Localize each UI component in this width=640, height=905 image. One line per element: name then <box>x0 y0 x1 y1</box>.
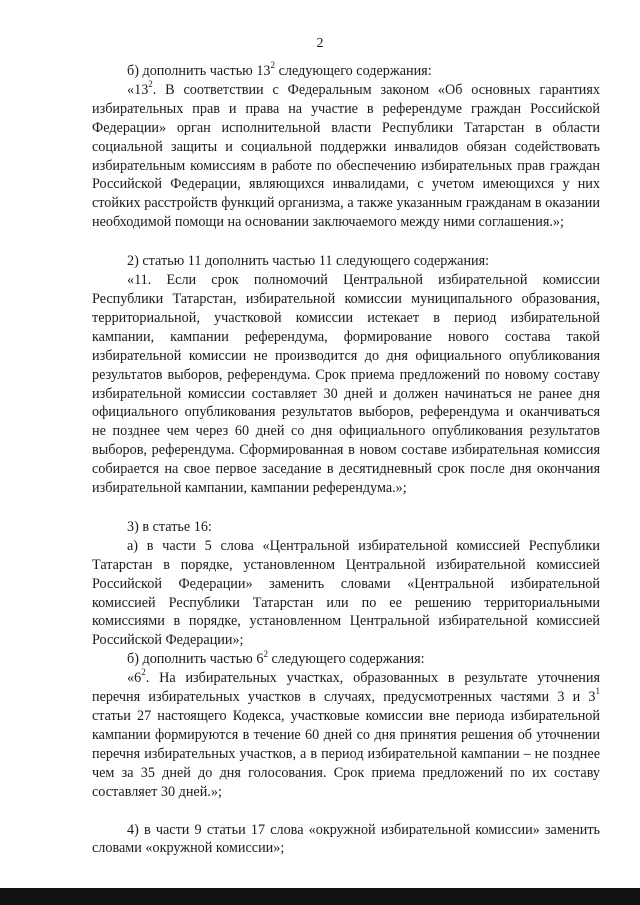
section-2-intro: 2) статью 11 дополнить частью 11 следующего содержания: <box>127 253 490 270</box>
paragraph-gap <box>92 802 600 821</box>
document-body <box>92 62 600 858</box>
section-3-item-b-intro: б) дополнить частью $6^2$ следующего содержания: <box>127 648 425 668</box>
section-4-text: 4) в части 9 статьи 17 слова «окружной избирательной комиссии» заменить словами «окружной комиссии»; <box>92 821 600 857</box>
page-number: 2 <box>316 36 324 51</box>
section-3-item-b-quote: «$6^2$. На избирательных участках, образованных в результате уточнения перечня избирательных участков в случаях, предусмотренных частями 3 и $3^1$ статьи 27 настоящего Кодекса, участковые комиссии вне периода избирательной кампании формируются в течение 60 дней со дня принятия решения об уточнении перечня избирательных участков, а в период избирательной кампании – не позднее чем за 35 дней до дня голосования. Срок приема предложений по их составу составляет 30 дней.»; <box>92 667 600 800</box>
section-3-item-a: а) в части 5 слова «Центральной избирательной комиссией Республики Татарстан в порядке, установленном Центральной избирательной комиссией Российской Федерации» заменить словами «Центральной избирательной комиссией Республики Татарстан или по ее решению территориальными комиссиями в порядке, установленном Центральной избирательной комиссией Российской Федерации»; <box>92 537 600 649</box>
section-b-13-quote: «$13^2$. В соответствии с Федеральным законом «Об основных гарантиях избирательных прав и права на участие в референдуме граждан Российской Федерации» орган исполнительной власти Республики Татарстан в области социальной защиты и социальной поддержки инвалидов обязан содействовать избирательным комиссиям в работе по обеспечению избирательных прав граждан Российской Федерации, являющихся инвалидами, с учетом имеющихся у них стойких расстройств функций организма, а также указанным гражданам в оказании необходимой помощи на основании заключаемого между ними соглашения.»; <box>92 79 600 231</box>
paragraph-gap <box>92 232 600 252</box>
section-3-intro: 3) в статье 16: <box>127 518 212 535</box>
paragraph-gap <box>92 498 600 518</box>
section-b-13-intro: б) дополнить частью $13^2$ следующего содержания: <box>127 60 432 79</box>
section-2-quote: «11. Если срок полномочий Центральной избирательной комиссии Республики Татарстан, избирательной комиссии муниципального образования, территориальной, участковой комиссии истекает в период избирательной кампании, кампании референдума, формирование нового состава такой избирательной комиссии не производится до дня официального опубликования результатов выборов, референдума. Срок приема предложений по новому составу избирательной комиссии составляет 30 дней и должен начинаться не ранее дня официального опубликования результатов выборов, референдума и оканчиваться не позднее чем через 60 дней со дня официального опубликования результатов выборов, референдума. Сформированная в новом составе избирательная комиссия собирается на свое первое заседание в десятидневный срок после дня окончания избирательной кампании, кампании референдума.»; <box>92 272 600 497</box>
scan-bottom-border <box>0 888 640 905</box>
